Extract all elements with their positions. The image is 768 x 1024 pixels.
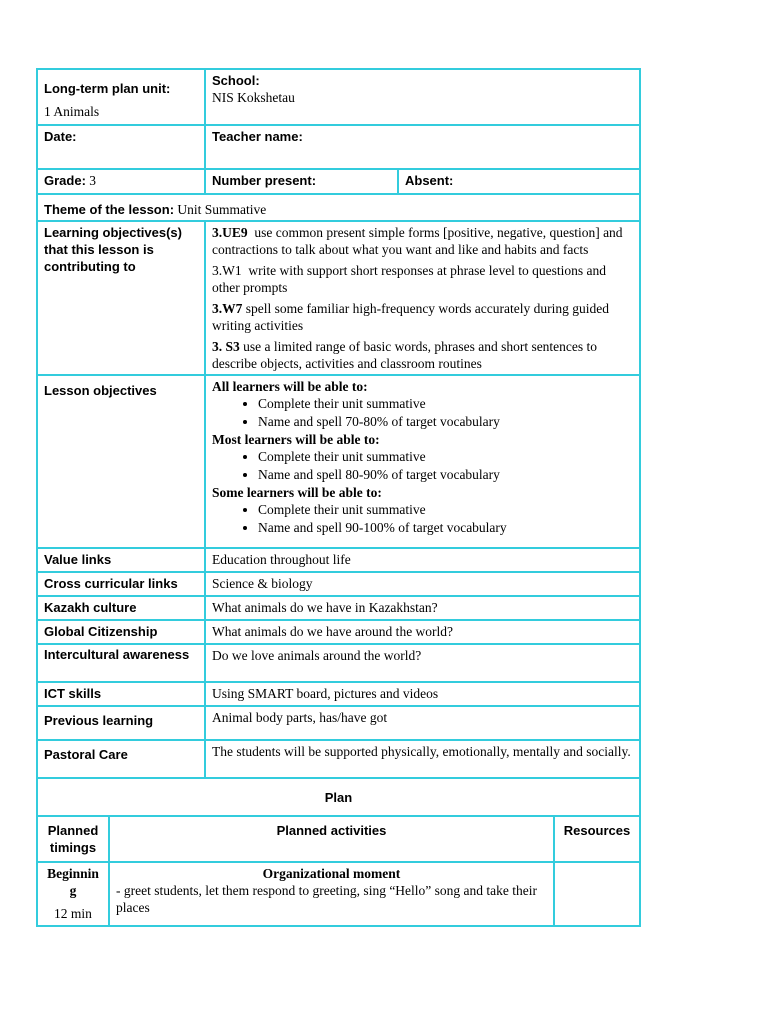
list-item: • Complete their unit summative <box>258 448 633 465</box>
details-table <box>36 220 641 779</box>
resources-header-cell <box>554 816 640 862</box>
list-item: • Name and spell 70-80% of target vocabulary <box>258 413 633 430</box>
kazakh-culture-label: Kazakh culture <box>44 600 137 615</box>
grade-value: 3 <box>89 173 97 188</box>
previous-learning-label: Previous learning <box>44 713 154 728</box>
group-3-list <box>212 501 633 536</box>
date-label: Date: <box>44 129 77 144</box>
cross-curricular-label-cell <box>37 572 205 596</box>
objective-2 <box>212 262 633 296</box>
learning-label: Learning objectives(s) that this lesson is contributing to <box>44 225 182 274</box>
time-label: 12 min <box>54 906 92 921</box>
pastoral-care-label: Pastoral Care <box>44 747 128 762</box>
objective-4-code: 3. S3 <box>212 339 240 354</box>
previous-learning-label-cell <box>37 706 205 740</box>
global-citizenship-label: Global Citizenship <box>44 624 158 639</box>
global-citizenship-value: What animals do we have around the world? <box>212 624 454 639</box>
header-table <box>36 68 641 222</box>
timings-header: Planned timings <box>47 823 99 855</box>
ict-skills-value: Using SMART board, pictures and videos <box>212 686 439 701</box>
objective-1-code: 3.UE9 <box>212 225 248 240</box>
school-label: School: <box>212 73 260 88</box>
teacher-cell <box>205 125 640 169</box>
absent-label: Absent: <box>405 173 454 188</box>
objective-4-text: use a limited range of basic words, phrases and short sentences to describe objects, activities and classroom routines <box>212 339 598 371</box>
value-links-label: Value links <box>44 552 112 567</box>
group-2-list <box>212 448 633 483</box>
absent-cell <box>398 169 640 194</box>
date-cell <box>37 125 205 169</box>
school-value: NIS Kokshetau <box>212 90 295 105</box>
value-links-value: Education throughout life <box>212 552 351 567</box>
unit-label: Long-term plan unit: <box>44 81 171 96</box>
intercultural-value: Do we love animals around the world? <box>212 648 422 663</box>
objective-3 <box>212 300 633 334</box>
list-item: • Complete their unit summative <box>258 501 633 518</box>
lesson-objectives-label-cell <box>37 375 205 548</box>
global-citizenship-label-cell <box>37 620 205 644</box>
lesson-plan <box>36 68 641 927</box>
timings-header-cell <box>37 816 109 862</box>
group-2-heading: Most learners will be able to: <box>212 432 380 447</box>
cross-curricular-cell <box>205 572 640 596</box>
resources-cell <box>554 862 640 926</box>
grade-label: Grade: <box>44 173 86 188</box>
present-cell <box>205 169 398 194</box>
intercultural-cell <box>205 644 640 682</box>
unit-value: 1 Animals <box>44 104 100 119</box>
previous-learning-cell <box>205 706 640 740</box>
value-links-label-cell <box>37 548 205 572</box>
objective-1-text: use common present simple forms [positive, negative, question] and contractions to talk about what you want and like and habits and facts <box>212 225 626 257</box>
theme-value: Unit Summative <box>177 202 267 217</box>
objective-3-code: 3.W7 <box>212 301 243 316</box>
list-item: • Name and spell 80-90% of target vocabulary <box>258 466 633 483</box>
learning-objectives-cell <box>205 221 640 375</box>
ict-skills-label-cell <box>37 682 205 706</box>
pastoral-care-value: The students will be supported physically, emotionally, mentally and socially. <box>212 744 631 759</box>
unit-cell <box>37 69 205 125</box>
value-links-cell <box>205 548 640 572</box>
pastoral-care-label-cell <box>37 740 205 778</box>
list-item: • Name and spell 90-100% of target vocabulary <box>258 519 633 536</box>
ict-skills-cell <box>205 682 640 706</box>
stage-label: Beginning <box>47 866 99 898</box>
objective-4 <box>212 338 633 372</box>
group-3-heading: Some learners will be able to: <box>212 485 382 500</box>
group-1-list <box>212 395 633 430</box>
lesson-objectives-label: Lesson objectives <box>44 383 157 398</box>
plan-table <box>36 777 641 927</box>
cross-curricular-label: Cross curricular links <box>44 576 178 591</box>
activity-text: - greet students, let them respond to greeting, sing “Hello” song and take their places <box>116 883 538 915</box>
lesson-objectives-cell <box>205 375 640 548</box>
list-item: • Complete their unit summative <box>258 395 633 412</box>
theme-cell <box>37 194 640 221</box>
teacher-label: Teacher name: <box>212 129 303 144</box>
global-citizenship-cell <box>205 620 640 644</box>
theme-label: Theme of the lesson: <box>44 202 175 217</box>
kazakh-culture-cell <box>205 596 640 620</box>
objective-1 <box>212 224 633 258</box>
objective-2-text: 3.W1 write with support short responses at phrase level to questions and other prompts <box>212 263 610 295</box>
grade-cell <box>37 169 205 194</box>
pastoral-care-cell <box>205 740 640 778</box>
plan-title-cell <box>37 778 640 816</box>
activities-header: Planned activities <box>276 823 387 838</box>
ict-skills-label: ICT skills <box>44 686 102 701</box>
present-label: Number present: <box>212 173 317 188</box>
activity-title: Organizational moment <box>262 866 401 881</box>
previous-learning-value: Animal body parts, has/have got <box>212 710 388 725</box>
kazakh-culture-label-cell <box>37 596 205 620</box>
activities-header-cell <box>109 816 554 862</box>
cross-curricular-value: Science & biology <box>212 576 313 591</box>
plan-title: Plan <box>324 789 353 805</box>
activity-cell <box>109 862 554 926</box>
learning-label-cell <box>37 221 205 375</box>
group-1-heading: All learners will be able to: <box>212 379 368 394</box>
timing-cell <box>37 862 109 926</box>
intercultural-label-cell <box>37 644 205 682</box>
objective-3-text: spell some familiar high-frequency words accurately during guided writing activities <box>212 301 610 333</box>
resources-header: Resources <box>563 823 631 838</box>
kazakh-culture-value: What animals do we have in Kazakhstan? <box>212 600 438 615</box>
school-cell <box>205 69 640 125</box>
intercultural-label: Intercultural awareness <box>44 647 190 662</box>
